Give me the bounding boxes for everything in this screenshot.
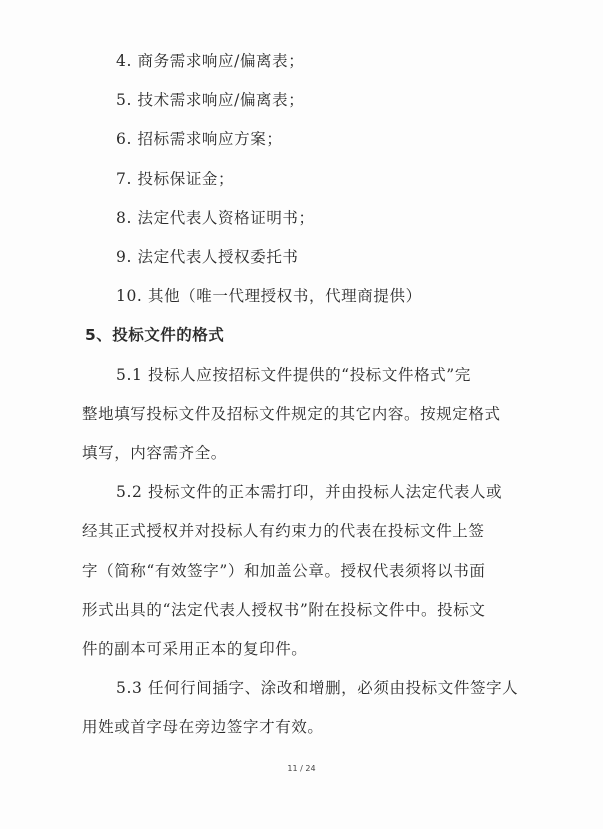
paragraph-line: 用姓或首字母在旁边签字才有效。 (82, 718, 324, 736)
paragraph-line: 字（简称“有效签字”）和加盖公章。授权代表须将以书面 (82, 562, 486, 580)
page-number: 11 / 24 (287, 764, 316, 773)
list-item: 4. 商务需求响应/偏离表； (116, 52, 305, 70)
list-item: 6. 招标需求响应方案； (116, 130, 283, 148)
list-item: 5. 技术需求响应/偏离表； (116, 91, 305, 109)
paragraph-line: 经其正式授权并对投标人有约束力的代表在投标文件上签 (82, 522, 485, 540)
list-item: 7. 投标保证金； (116, 170, 235, 188)
paragraph-line: 5.3 任何行间插字、涂改和增删，必须由投标文件签字人 (116, 679, 519, 697)
paragraph-line: 形式出具的“法定代表人授权书”附在投标文件中。投标文 (82, 601, 486, 619)
list-item: 8. 法定代表人资格证明书； (116, 209, 315, 227)
paragraph-line: 件的副本可采用正本的复印件。 (82, 640, 308, 658)
paragraph-line: 填写，内容需齐全。 (82, 444, 227, 462)
paragraph-line: 5.2 投标文件的正本需打印，并由投标人法定代表人或 (116, 483, 503, 501)
section-heading: 5、投标文件的格式 (85, 326, 225, 344)
list-item: 10. 其他（唯一代理授权书，代理商提供） (116, 287, 422, 305)
paragraph-line: 5.1 投标人应按招标文件提供的“投标文件格式”完 (116, 366, 471, 384)
list-item: 9. 法定代表人授权委托书 (116, 248, 299, 266)
paragraph-line: 整地填写投标文件及招标文件规定的其它内容。按规定格式 (82, 405, 501, 423)
